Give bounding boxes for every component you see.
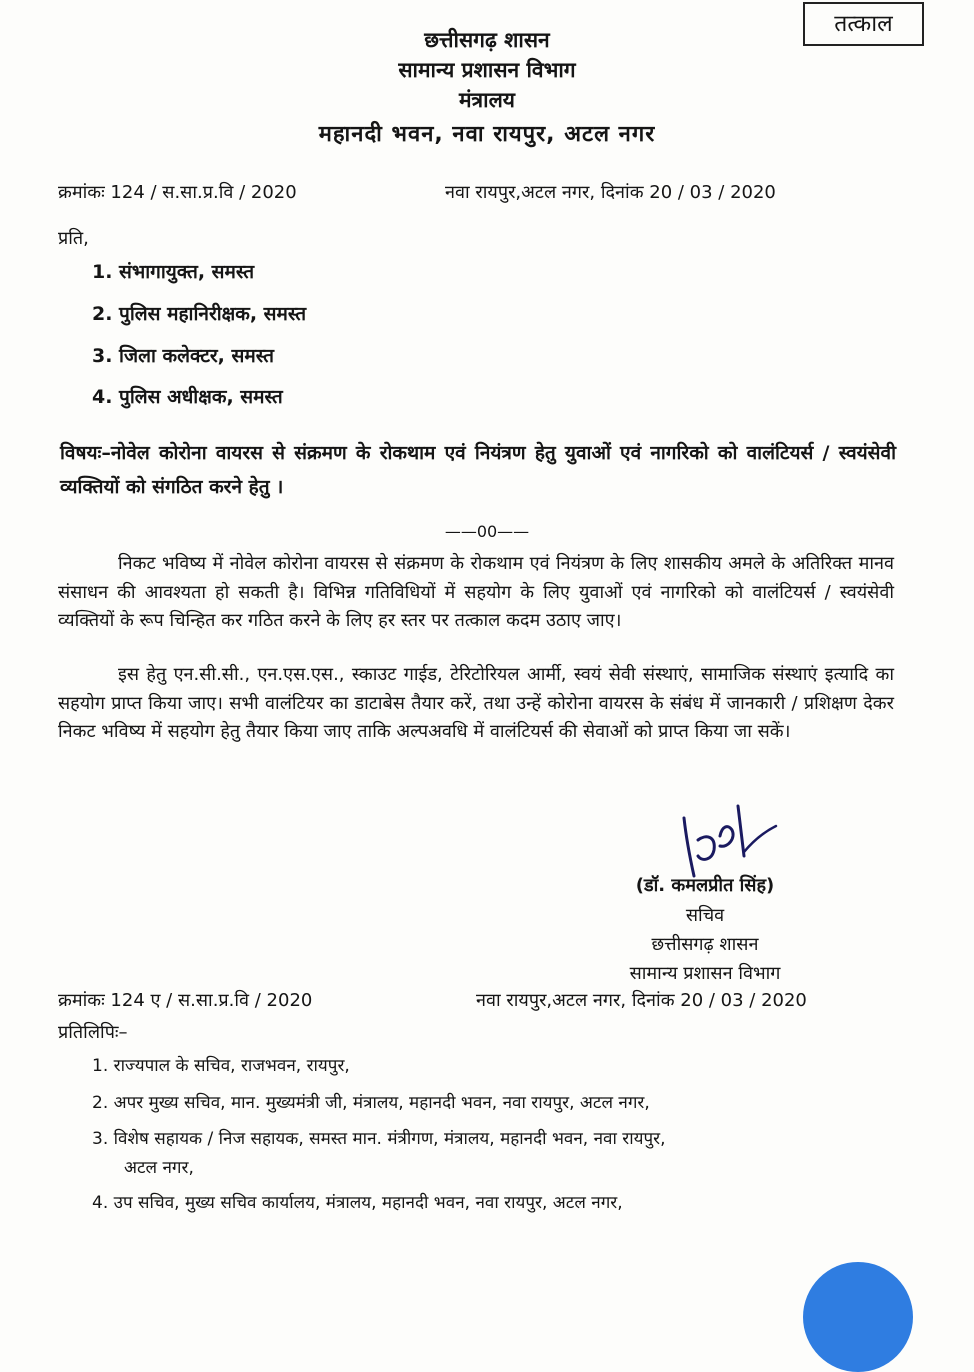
recipient-item: 2. पुलिस महानिरीक्षक, समस्त [92,303,307,325]
copy-item: 4. उप सचिव, मुख्य सचिव कार्यालय, मंत्रालय, महानदी भवन, नवा रायपुर, अटल नगर, [92,1193,623,1213]
copy-reference-date: नवा रायपुर,अटल नगर, दिनांक 20 / 03 / 2020 [476,990,807,1011]
signatory-name: (डॉ. कमलप्रीत सिंह) [635,875,775,896]
floating-action-button[interactable] [803,1262,913,1372]
copy-item: 1. राज्यपाल के सचिव, राजभवन, रायपुर, [92,1056,350,1076]
signatory-designation: सचिव [685,905,725,926]
recipient-item: 1. संभागायुक्त, समस्त [92,261,255,283]
signatory-government: छत्तीसगढ़ शासन [651,934,759,955]
urgent-stamp: तत्काल [803,2,924,46]
body-paragraph-1: निकट भविष्य में नोवेल कोरोना वायरस से संक्रमण के रोकथाम एवं नियंत्रण के लिए शासकीय अमले के अतिरिक्त मानव संसाधन की आवश्यता हो सकती है। विभिन्न गतिविधियों में सहयोग के लिए युवाओं एवं नागरिको को वालंटियर्स / स्वयंसेवी व्यक्तियों के रूप चिन्हित कर गठित करने के लिए हर स्तर पर तत्काल कदम उठाए जाए। [58,553,894,631]
header-address: महानदी भवन, नवा रायपुर, अटल नगर [318,122,656,147]
copy-label: प्रतिलिपिः– [58,1022,128,1043]
signatory-department: सामान्य प्रशासन विभाग [629,963,781,984]
recipient-item: 3. जिला कलेक्टर, समस्त [92,345,274,367]
copy-item: 2. अपर मुख्य सचिव, मान. मुख्यमंत्री जी, मंत्रालय, महानदी भवन, नवा रायपुर, अटल नगर, [92,1093,650,1113]
separator: ——00—— [444,522,530,541]
copy-item-continuation: अटल नगर, [124,1158,194,1178]
copy-reference-number: क्रमांकः 124 ए / स.सा.प्र.वि / 2020 [58,990,313,1011]
recipient-item: 4. पुलिस अधीक्षक, समस्त [92,386,283,408]
body-paragraph-2: इस हेतु एन.सी.सी., एन.एस.एस., स्काउट गाईड, टेरिटोरियल आर्मी, स्वयं सेवी संस्थाएं, सामाजिक संस्थाएं इत्यादि का सहयोग प्राप्त किया जाए। सभी वालंटियर का डाटाबेस तैयार करें, तथा उन्हें कोरोना वायरस के संबंध में जानकारी / प्रशिक्षण देकर निकट भविष्य में सहयोग हेतु तैयार किया जाए ताकि अल्पअवधि में वालंटियर्स की सेवाओं को प्राप्त किया जा सकें। [58,664,894,742]
header-department: सामान्य प्रशासन विभाग [398,58,576,82]
copy-item: 3. विशेष सहायक / निज सहायक, समस्त मान. मंत्रीगण, मंत्रालय, महानदी भवन, नवा रायपुर, [92,1129,666,1149]
header-ministry: मंत्रालय [458,88,515,112]
subject-line: विषयः–नोवेल कोरोना वायरस से संक्रमण के रोकथाम एवं नियंत्रण हेतु युवाओं एवं नागरिको को वालंटियर्स / स्वयंसेवी व्यक्तियों को संगठित करने हेतु । [60,442,896,498]
reference-date: नवा रायपुर,अटल नगर, दिनांक 20 / 03 / 2020 [445,182,776,203]
reference-number: क्रमांकः 124 / स.सा.प्र.वि / 2020 [58,182,297,203]
to-label: प्रति, [58,228,89,249]
header-government: छत्तीसगढ़ शासन [424,28,550,52]
